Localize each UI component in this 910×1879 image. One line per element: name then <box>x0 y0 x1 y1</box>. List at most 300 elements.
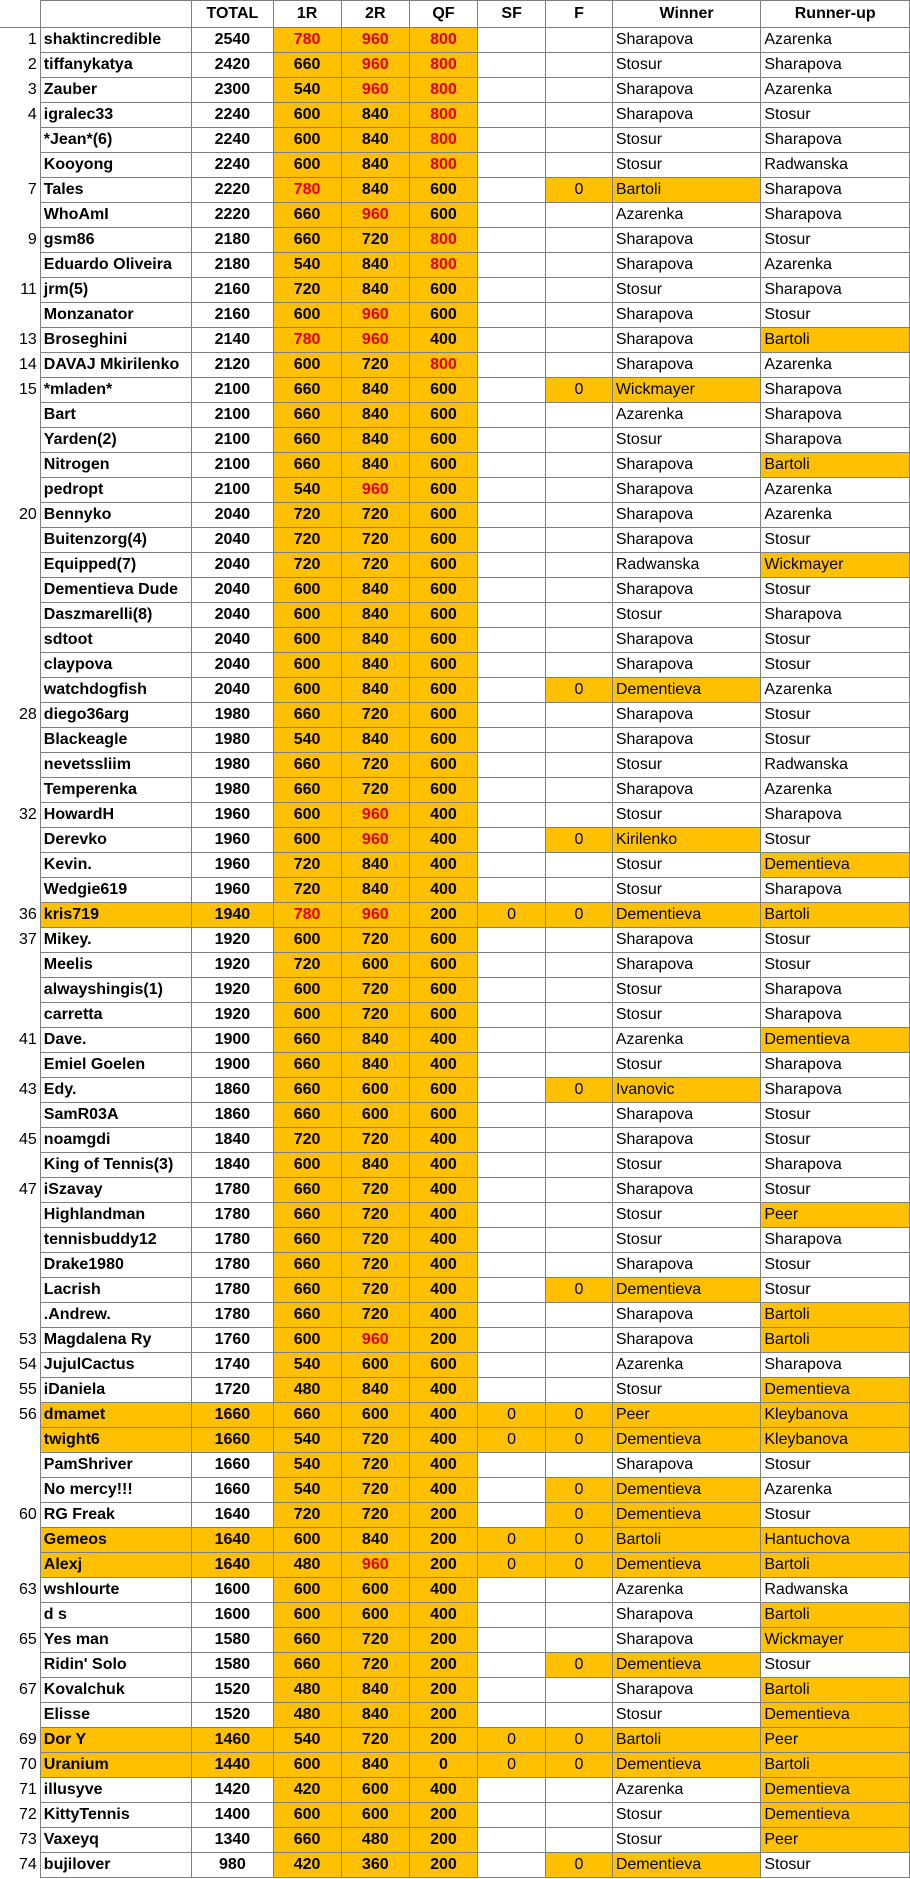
total-cell[interactable]: 2040 <box>192 528 273 553</box>
player-name-cell[interactable]: Meelis <box>40 953 191 978</box>
semifinal-cell[interactable] <box>478 1128 546 1153</box>
semifinal-cell[interactable] <box>478 478 546 503</box>
winner-cell[interactable]: Sharapova <box>612 478 761 503</box>
round1-cell[interactable]: 540 <box>273 1353 341 1378</box>
final-cell[interactable] <box>546 1378 613 1403</box>
semifinal-cell[interactable] <box>478 1603 546 1628</box>
winner-cell[interactable]: Stosur <box>612 978 761 1003</box>
total-cell[interactable]: 2100 <box>192 453 273 478</box>
semifinal-cell[interactable] <box>478 328 546 353</box>
final-cell[interactable]: 0 <box>546 678 613 703</box>
round1-cell[interactable]: 540 <box>273 1453 341 1478</box>
winner-cell[interactable]: Stosur <box>612 1203 761 1228</box>
round1-cell[interactable]: 660 <box>273 753 341 778</box>
quarterfinal-cell[interactable]: 600 <box>409 703 477 728</box>
winner-cell[interactable]: Stosur <box>612 803 761 828</box>
round1-cell[interactable]: 660 <box>273 228 341 253</box>
total-cell[interactable]: 1400 <box>192 1803 273 1828</box>
round2-cell[interactable]: 600 <box>341 1078 409 1103</box>
total-cell[interactable]: 2120 <box>192 353 273 378</box>
winner-cell[interactable]: Stosur <box>612 1828 761 1853</box>
winner-cell[interactable]: Stosur <box>612 1378 761 1403</box>
rank-cell[interactable]: 37 <box>0 928 40 953</box>
rank-cell[interactable] <box>0 1653 40 1678</box>
total-cell[interactable]: 2140 <box>192 328 273 353</box>
semifinal-cell[interactable] <box>478 1803 546 1828</box>
runner-up-cell[interactable]: Bartoli <box>761 453 910 478</box>
winner-cell[interactable]: Sharapova <box>612 953 761 978</box>
final-cell[interactable] <box>546 303 613 328</box>
player-name-cell[interactable]: claypova <box>40 653 191 678</box>
semifinal-cell[interactable] <box>478 1028 546 1053</box>
rank-cell[interactable] <box>0 1303 40 1328</box>
round2-cell[interactable]: 720 <box>341 1503 409 1528</box>
player-name-cell[interactable]: Edy. <box>40 1078 191 1103</box>
round2-cell[interactable]: 720 <box>341 1628 409 1653</box>
round2-cell[interactable]: 840 <box>341 378 409 403</box>
total-cell[interactable]: 1420 <box>192 1778 273 1803</box>
final-cell[interactable] <box>546 1228 613 1253</box>
round2-cell[interactable]: 840 <box>341 1053 409 1078</box>
runner-up-cell[interactable]: Stosur <box>761 1278 910 1303</box>
winner-cell[interactable]: Dementieva <box>612 1478 761 1503</box>
round1-cell[interactable]: 720 <box>273 503 341 528</box>
total-cell[interactable]: 1660 <box>192 1428 273 1453</box>
final-cell[interactable] <box>546 278 613 303</box>
player-name-cell[interactable]: wshlourte <box>40 1578 191 1603</box>
quarterfinal-cell[interactable]: 800 <box>409 103 477 128</box>
player-name-cell[interactable]: tiffanykatya <box>40 53 191 78</box>
semifinal-cell[interactable] <box>478 503 546 528</box>
winner-cell[interactable]: Sharapova <box>612 778 761 803</box>
winner-cell[interactable]: Dementieva <box>612 1653 761 1678</box>
runner-up-cell[interactable]: Sharapova <box>761 603 910 628</box>
player-name-cell[interactable]: Tales <box>40 178 191 203</box>
rank-cell[interactable] <box>0 1428 40 1453</box>
round2-cell[interactable]: 720 <box>341 978 409 1003</box>
runner-up-cell[interactable]: Stosur <box>761 1453 910 1478</box>
rank-cell[interactable] <box>0 453 40 478</box>
runner-up-cell[interactable]: Peer <box>761 1203 910 1228</box>
player-name-cell[interactable]: igralec33 <box>40 103 191 128</box>
final-cell[interactable] <box>546 228 613 253</box>
semifinal-cell[interactable] <box>478 578 546 603</box>
runner-up-cell[interactable]: Stosur <box>761 1503 910 1528</box>
semifinal-cell[interactable]: 0 <box>478 1428 546 1453</box>
rank-cell[interactable] <box>0 728 40 753</box>
semifinal-cell[interactable] <box>478 978 546 1003</box>
quarterfinal-cell[interactable]: 400 <box>409 853 477 878</box>
rank-cell[interactable] <box>0 1278 40 1303</box>
semifinal-cell[interactable] <box>478 1253 546 1278</box>
winner-cell[interactable]: Stosur <box>612 878 761 903</box>
quarterfinal-cell[interactable]: 400 <box>409 1778 477 1803</box>
semifinal-cell[interactable] <box>478 1153 546 1178</box>
final-cell[interactable] <box>546 78 613 103</box>
total-cell[interactable]: 1780 <box>192 1253 273 1278</box>
rank-cell[interactable]: 54 <box>0 1353 40 1378</box>
total-cell[interactable]: 1580 <box>192 1653 273 1678</box>
winner-cell[interactable]: Sharapova <box>612 228 761 253</box>
player-name-cell[interactable]: Bart <box>40 403 191 428</box>
quarterfinal-cell[interactable]: 600 <box>409 928 477 953</box>
total-cell[interactable]: 1980 <box>192 703 273 728</box>
final-cell[interactable] <box>546 653 613 678</box>
winner-cell[interactable]: Stosur <box>612 1053 761 1078</box>
player-name-cell[interactable]: d s <box>40 1603 191 1628</box>
round2-cell[interactable]: 720 <box>341 1478 409 1503</box>
winner-cell[interactable]: Sharapova <box>612 1453 761 1478</box>
total-cell[interactable]: 1780 <box>192 1303 273 1328</box>
round1-cell[interactable]: 540 <box>273 1728 341 1753</box>
runner-up-cell[interactable]: Stosur <box>761 303 910 328</box>
round2-cell[interactable]: 840 <box>341 153 409 178</box>
semifinal-cell[interactable] <box>478 1103 546 1128</box>
runner-up-cell[interactable]: Sharapova <box>761 428 910 453</box>
round1-cell[interactable]: 540 <box>273 1428 341 1453</box>
winner-cell[interactable]: Azarenka <box>612 1028 761 1053</box>
total-cell[interactable]: 1660 <box>192 1478 273 1503</box>
round1-cell[interactable]: 660 <box>273 428 341 453</box>
rank-cell[interactable] <box>0 128 40 153</box>
round1-cell[interactable]: 720 <box>273 853 341 878</box>
round1-cell[interactable]: 600 <box>273 828 341 853</box>
runner-up-cell[interactable]: Stosur <box>761 1653 910 1678</box>
player-name-cell[interactable]: Kovalchuk <box>40 1678 191 1703</box>
quarterfinal-cell[interactable]: 200 <box>409 1728 477 1753</box>
player-name-cell[interactable]: illusyve <box>40 1778 191 1803</box>
runner-up-cell[interactable]: Stosur <box>761 1178 910 1203</box>
quarterfinal-cell[interactable]: 400 <box>409 878 477 903</box>
semifinal-cell[interactable] <box>478 1278 546 1303</box>
rank-cell[interactable]: 3 <box>0 78 40 103</box>
player-name-cell[interactable]: Dor Y <box>40 1728 191 1753</box>
player-name-cell[interactable]: Kooyong <box>40 153 191 178</box>
quarterfinal-cell[interactable]: 200 <box>409 1703 477 1728</box>
quarterfinal-cell[interactable]: 400 <box>409 1178 477 1203</box>
runner-up-cell[interactable]: Stosur <box>761 528 910 553</box>
winner-cell[interactable]: Azarenka <box>612 1778 761 1803</box>
rank-cell[interactable] <box>0 878 40 903</box>
winner-cell[interactable]: Sharapova <box>612 1303 761 1328</box>
quarterfinal-cell[interactable]: 800 <box>409 28 477 53</box>
quarterfinal-cell[interactable]: 400 <box>409 1053 477 1078</box>
semifinal-cell[interactable] <box>478 278 546 303</box>
runner-up-cell[interactable]: Sharapova <box>761 978 910 1003</box>
semifinal-cell[interactable] <box>478 628 546 653</box>
player-name-cell[interactable]: Elisse <box>40 1703 191 1728</box>
total-cell[interactable]: 1960 <box>192 803 273 828</box>
final-cell[interactable] <box>546 1153 613 1178</box>
final-cell[interactable] <box>546 1578 613 1603</box>
semifinal-cell[interactable] <box>478 1353 546 1378</box>
semifinal-cell[interactable] <box>478 1178 546 1203</box>
winner-cell[interactable]: Sharapova <box>612 1253 761 1278</box>
round2-cell[interactable]: 960 <box>341 53 409 78</box>
total-cell[interactable]: 1900 <box>192 1028 273 1053</box>
total-cell[interactable]: 1520 <box>192 1678 273 1703</box>
runner-up-cell[interactable]: Dementieva <box>761 1703 910 1728</box>
runner-up-cell[interactable]: Dementieva <box>761 853 910 878</box>
winner-cell[interactable]: Azarenka <box>612 203 761 228</box>
quarterfinal-cell[interactable]: 200 <box>409 1503 477 1528</box>
total-cell[interactable]: 2240 <box>192 153 273 178</box>
runner-up-cell[interactable]: Wickmayer <box>761 1628 910 1653</box>
semifinal-cell[interactable] <box>478 403 546 428</box>
winner-cell[interactable]: Stosur <box>612 53 761 78</box>
rank-cell[interactable]: 67 <box>0 1678 40 1703</box>
runner-up-cell[interactable]: Bartoli <box>761 1753 910 1778</box>
winner-cell[interactable]: Azarenka <box>612 1578 761 1603</box>
runner-up-cell[interactable]: Stosur <box>761 1128 910 1153</box>
runner-up-cell[interactable]: Azarenka <box>761 478 910 503</box>
rank-cell[interactable]: 28 <box>0 703 40 728</box>
winner-cell[interactable]: Stosur <box>612 1153 761 1178</box>
round2-cell[interactable]: 360 <box>341 1853 409 1878</box>
player-name-cell[interactable]: Kevin. <box>40 853 191 878</box>
round2-cell[interactable]: 960 <box>341 828 409 853</box>
final-cell[interactable] <box>546 1053 613 1078</box>
round1-cell[interactable]: 660 <box>273 1253 341 1278</box>
quarterfinal-cell[interactable]: 600 <box>409 453 477 478</box>
quarterfinal-cell[interactable]: 400 <box>409 1278 477 1303</box>
final-cell[interactable] <box>546 253 613 278</box>
player-name-cell[interactable]: Magdalena Ry <box>40 1328 191 1353</box>
rank-cell[interactable] <box>0 1003 40 1028</box>
rank-cell[interactable] <box>0 553 40 578</box>
rank-cell[interactable] <box>0 1103 40 1128</box>
semifinal-cell[interactable] <box>478 28 546 53</box>
rank-cell[interactable]: 4 <box>0 103 40 128</box>
player-name-cell[interactable]: *Jean*(6) <box>40 128 191 153</box>
final-cell[interactable] <box>546 1703 613 1728</box>
semifinal-cell[interactable] <box>478 1778 546 1803</box>
final-cell[interactable]: 0 <box>546 1078 613 1103</box>
final-cell[interactable] <box>546 1128 613 1153</box>
round1-cell[interactable]: 600 <box>273 928 341 953</box>
total-cell[interactable]: 1640 <box>192 1528 273 1553</box>
semifinal-cell[interactable] <box>478 1228 546 1253</box>
quarterfinal-cell[interactable]: 400 <box>409 1153 477 1178</box>
rank-cell[interactable] <box>0 603 40 628</box>
total-cell[interactable]: 980 <box>192 1853 273 1878</box>
round1-cell[interactable]: 720 <box>273 278 341 303</box>
winner-cell[interactable]: Ivanovic <box>612 1078 761 1103</box>
player-name-cell[interactable]: JujulCactus <box>40 1353 191 1378</box>
final-cell[interactable] <box>546 1203 613 1228</box>
round1-cell[interactable]: 540 <box>273 1478 341 1503</box>
total-cell[interactable]: 1900 <box>192 1053 273 1078</box>
player-name-cell[interactable]: Derevko <box>40 828 191 853</box>
quarterfinal-cell[interactable]: 200 <box>409 1553 477 1578</box>
quarterfinal-cell[interactable]: 800 <box>409 153 477 178</box>
semifinal-cell[interactable] <box>478 253 546 278</box>
total-cell[interactable]: 1760 <box>192 1328 273 1353</box>
quarterfinal-cell[interactable]: 600 <box>409 1078 477 1103</box>
player-name-cell[interactable]: SamR03A <box>40 1103 191 1128</box>
round1-cell[interactable]: 600 <box>273 803 341 828</box>
runner-up-cell[interactable]: Sharapova <box>761 1353 910 1378</box>
round2-cell[interactable]: 840 <box>341 253 409 278</box>
player-name-cell[interactable]: Equipped(7) <box>40 553 191 578</box>
semifinal-cell[interactable] <box>478 703 546 728</box>
round2-cell[interactable]: 720 <box>341 553 409 578</box>
rank-cell[interactable] <box>0 1228 40 1253</box>
rank-cell[interactable] <box>0 1453 40 1478</box>
round1-cell[interactable]: 600 <box>273 1603 341 1628</box>
quarterfinal-cell[interactable]: 600 <box>409 378 477 403</box>
total-cell[interactable]: 1920 <box>192 978 273 1003</box>
winner-cell[interactable]: Sharapova <box>612 703 761 728</box>
semifinal-cell[interactable] <box>478 553 546 578</box>
quarterfinal-cell[interactable]: 800 <box>409 228 477 253</box>
runner-up-cell[interactable]: Sharapova <box>761 278 910 303</box>
quarterfinal-cell[interactable]: 200 <box>409 1828 477 1853</box>
round1-cell[interactable]: 600 <box>273 578 341 603</box>
quarterfinal-cell[interactable]: 400 <box>409 1603 477 1628</box>
semifinal-cell[interactable] <box>478 453 546 478</box>
runner-up-cell[interactable]: Stosur <box>761 103 910 128</box>
winner-cell[interactable]: Dementieva <box>612 1853 761 1878</box>
round2-cell[interactable]: 720 <box>341 703 409 728</box>
rank-cell[interactable]: 53 <box>0 1328 40 1353</box>
winner-cell[interactable]: Azarenka <box>612 1353 761 1378</box>
round1-cell[interactable]: 540 <box>273 728 341 753</box>
runner-up-cell[interactable]: Wickmayer <box>761 553 910 578</box>
quarterfinal-cell[interactable]: 600 <box>409 478 477 503</box>
rank-cell[interactable]: 55 <box>0 1378 40 1403</box>
total-cell[interactable]: 1660 <box>192 1403 273 1428</box>
quarterfinal-cell[interactable]: 400 <box>409 1253 477 1278</box>
player-name-cell[interactable]: KittyTennis <box>40 1803 191 1828</box>
winner-cell[interactable]: Dementieva <box>612 1503 761 1528</box>
round2-cell[interactable]: 840 <box>341 1528 409 1553</box>
round2-cell[interactable]: 600 <box>341 1103 409 1128</box>
final-cell[interactable]: 0 <box>546 1853 613 1878</box>
round2-cell[interactable]: 840 <box>341 103 409 128</box>
runner-up-cell[interactable]: Sharapova <box>761 803 910 828</box>
winner-cell[interactable]: Sharapova <box>612 1603 761 1628</box>
winner-cell[interactable]: Sharapova <box>612 453 761 478</box>
total-cell[interactable]: 1640 <box>192 1553 273 1578</box>
semifinal-cell[interactable] <box>478 528 546 553</box>
rank-cell[interactable] <box>0 778 40 803</box>
rank-cell[interactable]: 73 <box>0 1828 40 1853</box>
final-cell[interactable] <box>546 1803 613 1828</box>
round1-cell[interactable]: 600 <box>273 653 341 678</box>
rank-cell[interactable]: 65 <box>0 1628 40 1653</box>
total-cell[interactable]: 1740 <box>192 1353 273 1378</box>
final-cell[interactable] <box>546 928 613 953</box>
final-cell[interactable] <box>546 703 613 728</box>
round1-cell[interactable]: 480 <box>273 1553 341 1578</box>
rank-cell[interactable] <box>0 1603 40 1628</box>
round1-cell[interactable]: 660 <box>273 453 341 478</box>
round2-cell[interactable]: 600 <box>341 1578 409 1603</box>
round2-cell[interactable]: 600 <box>341 1778 409 1803</box>
final-cell[interactable] <box>546 1353 613 1378</box>
winner-cell[interactable]: Sharapova <box>612 103 761 128</box>
final-cell[interactable] <box>546 353 613 378</box>
semifinal-cell[interactable] <box>478 728 546 753</box>
final-cell[interactable]: 0 <box>546 1403 613 1428</box>
final-cell[interactable] <box>546 1453 613 1478</box>
round1-cell[interactable]: 660 <box>273 378 341 403</box>
quarterfinal-cell[interactable]: 600 <box>409 178 477 203</box>
player-name-cell[interactable]: Monzanator <box>40 303 191 328</box>
final-cell[interactable] <box>546 53 613 78</box>
winner-cell[interactable]: Sharapova <box>612 503 761 528</box>
semifinal-cell[interactable] <box>478 1828 546 1853</box>
quarterfinal-cell[interactable]: 800 <box>409 53 477 78</box>
runner-up-cell[interactable]: Sharapova <box>761 1053 910 1078</box>
semifinal-cell[interactable] <box>478 653 546 678</box>
round2-cell[interactable]: 840 <box>341 128 409 153</box>
winner-cell[interactable]: Stosur <box>612 1703 761 1728</box>
quarterfinal-cell[interactable]: 600 <box>409 578 477 603</box>
runner-up-cell[interactable]: Sharapova <box>761 178 910 203</box>
semifinal-cell[interactable]: 0 <box>478 903 546 928</box>
round1-cell[interactable]: 660 <box>273 703 341 728</box>
round1-cell[interactable]: 720 <box>273 553 341 578</box>
runner-up-cell[interactable]: Sharapova <box>761 403 910 428</box>
player-name-cell[interactable]: RG Freak <box>40 1503 191 1528</box>
rank-cell[interactable] <box>0 253 40 278</box>
rank-cell[interactable]: 1 <box>0 28 40 53</box>
round1-cell[interactable]: 660 <box>273 1028 341 1053</box>
player-name-cell[interactable]: Yarden(2) <box>40 428 191 453</box>
semifinal-cell[interactable] <box>478 778 546 803</box>
player-name-cell[interactable]: Dave. <box>40 1028 191 1053</box>
semifinal-cell[interactable] <box>478 803 546 828</box>
round1-cell[interactable]: 660 <box>273 1653 341 1678</box>
semifinal-cell[interactable] <box>478 203 546 228</box>
final-cell[interactable] <box>546 603 613 628</box>
round1-cell[interactable]: 600 <box>273 1153 341 1178</box>
winner-cell[interactable]: Kirilenko <box>612 828 761 853</box>
winner-cell[interactable]: Stosur <box>612 753 761 778</box>
rank-cell[interactable] <box>0 578 40 603</box>
round2-cell[interactable]: 720 <box>341 928 409 953</box>
total-cell[interactable]: 1720 <box>192 1378 273 1403</box>
round1-cell[interactable]: 600 <box>273 1528 341 1553</box>
player-name-cell[interactable]: Yes man <box>40 1628 191 1653</box>
round1-cell[interactable]: 600 <box>273 1803 341 1828</box>
semifinal-cell[interactable] <box>478 378 546 403</box>
total-cell[interactable]: 1780 <box>192 1228 273 1253</box>
quarterfinal-cell[interactable]: 600 <box>409 603 477 628</box>
rank-cell[interactable]: 72 <box>0 1803 40 1828</box>
runner-up-cell[interactable]: Azarenka <box>761 678 910 703</box>
final-cell[interactable] <box>546 103 613 128</box>
final-cell[interactable] <box>546 478 613 503</box>
winner-cell[interactable]: Sharapova <box>612 1328 761 1353</box>
final-cell[interactable]: 0 <box>546 1278 613 1303</box>
final-cell[interactable] <box>546 28 613 53</box>
round2-cell[interactable]: 720 <box>341 1278 409 1303</box>
runner-up-cell[interactable]: Azarenka <box>761 778 910 803</box>
final-cell[interactable] <box>546 1678 613 1703</box>
player-name-cell[interactable]: Daszmarelli(8) <box>40 603 191 628</box>
player-name-cell[interactable]: kris719 <box>40 903 191 928</box>
rank-cell[interactable]: 32 <box>0 803 40 828</box>
final-cell[interactable]: 0 <box>546 1503 613 1528</box>
round2-cell[interactable]: 840 <box>341 1153 409 1178</box>
rank-cell[interactable]: 69 <box>0 1728 40 1753</box>
quarterfinal-cell[interactable]: 800 <box>409 78 477 103</box>
round1-cell[interactable]: 600 <box>273 153 341 178</box>
winner-cell[interactable]: Sharapova <box>612 628 761 653</box>
